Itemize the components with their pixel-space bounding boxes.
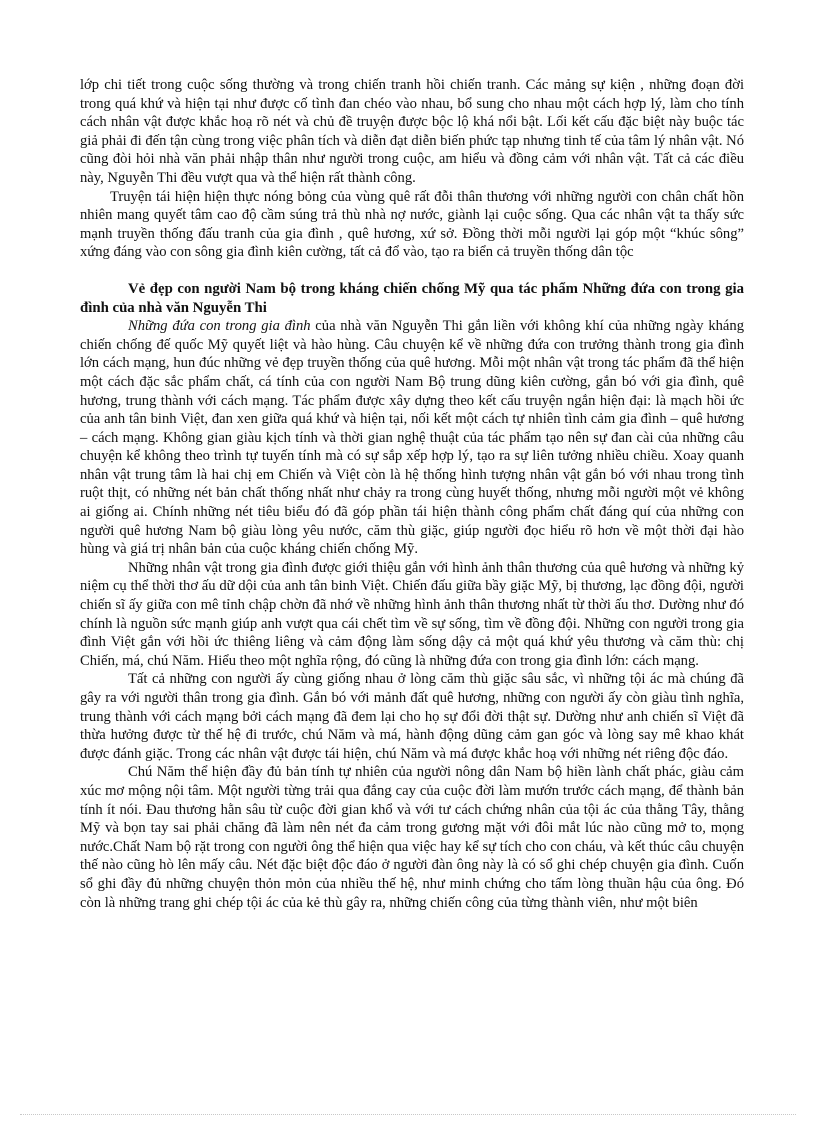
section-heading: Vẻ đẹp con người Nam bộ trong kháng chiến chống Mỹ qua tác phẩm Những đứa con trong gia đình của nhà văn Nguyễn Thi bbox=[80, 280, 744, 316]
paragraph-6: Chú Năm thể hiện đầy đủ bản tính tự nhiên của người nông dân Nam bộ hiền lành chất phác, giàu cảm xúc mơ mộng nội tâm. Một người từng trải qua đắng cay của cuộc đời làm mướn trước cách mạng, để thành bản tính ít nói. Đau thương hằn sâu từ cuộc đời gian khổ và với tư cách chứng nhân của tội ác của thằng Tây, thằng Mỹ và bọn tay sai phải chăng đã làm nên nét đa cảm trong gương mặt với đôi mắt lúc nào cũng mở to, mọng nước.Chất Nam bộ rặt trong con người ông thể hiện qua việc hay kể sự tích cho con cháu, và kết thúc câu chuyện thế nào cũng hò lên mấy câu. Nét đặc biệt độc đáo ở người đàn ông này là có sổ ghi chép chuyện gia đình. Cuốn sổ ghi đầy đủ những chuyện thỏn mỏn của nhiều thế hệ, như minh chứng cho tấm lòng thuần hậu của ông. Đó còn là những trang ghi chép tội ác của kẻ thù gây ra, những chiến công của từng thành viên, như một biên bbox=[80, 764, 744, 911]
document-page bbox=[80, 76, 744, 912]
paragraph-3 bbox=[80, 317, 744, 559]
work-title: Những đứa con trong gia đình bbox=[128, 318, 311, 335]
paragraph-1: lớp chi tiết trong cuộc sống thường và trong chiến tranh hồi chiến tranh. Các mảng sự kiện , những đoạn đời trong quá khứ và hiện tại như được cố tình đan chéo vào nhau, bổ sung cho nhau một cách hợp lý, làm cho tính cách nhân vật được khắc hoạ rõ nét và chủ đề truyện được bộc lộ khá nổi bật. Lối kết cấu đặc biệt này buộc tác giả phải đi đến tận cùng trong việc phân tích và diễn đạt diễn biến phức tạp nhưng tinh tế của tâm lý nhân vật. Nó cũng đòi hỏi nhà văn phải nhập thân như người trong cuộc, am hiểu và đồng cảm với nhân vật. Tất cả các điều này, Nguyễn Thi đều vượt qua và thể hiện rất thành công. bbox=[80, 77, 744, 186]
paragraph-2: Truyện tái hiện hiện thực nóng bỏng của vùng quê rất đỗi thân thương với những người con chân chất hồn nhiên mang quyết tâm cao độ cầm súng trả thù nhà nợ nước, giành lại cuộc sống. Qua các nhân vật ta thấy sức mạnh truyền thống đấu tranh của gia đình , quê hương, xứ sở. Đồng thời mỗi người lại góp một “khúc sông” xứng đáng vào con sông gia đình kiên cường, tất cả đổ vào, tạo ra biển cả truyền thống dân tộc bbox=[80, 188, 744, 261]
paragraph-5: Tất cả những con người ấy cùng giống nhau ở lòng căm thù giặc sâu sắc, vì những tội ác mà chúng đã gây ra với người thân trong gia đình. Gắn bó với mảnh đất quê hương, những con người ấy còn giàu tình nghĩa, trung thành với cách mạng bởi cách mạng đã đem lại cho họ sự đổi đời thật sự. Dường như anh chiến sĩ Việt đã thừa hưởng được từ thế hệ đi trước, chú Năm và má, hành động dũng cảm gan góc và lòng say mê khao khát được đánh giặc. Trong các nhân vật được tái hiện, chú Năm và má được khắc hoạ với những nét riêng độc đáo. bbox=[80, 671, 744, 762]
page-bottom-divider bbox=[20, 1114, 796, 1115]
paragraph-4: Những nhân vật trong gia đình được giới thiệu gắn với hình ảnh thân thương của quê hương và những kỷ niệm cụ thể thời thơ ấu dữ dội của anh tân binh Việt. Chiến đấu giữa bầy giặc Mỹ, bị thương, lạc đồng đội, người chiến sĩ ấy giữa con mê tỉnh chập chờn đã nhớ về những hình ảnh thân thương nhất từ thời ấu thơ. Dường như đó chính là nguồn sức mạnh giúp anh vượt qua cái chết tìm về sự sống, tìm về đồng đội. Những con người trong gia đình Việt gắn với hồi ức thiêng liêng và cảm động làm sống dậy cả một quá khứ yêu thương và căm thù: chị Chiến, má, chú Năm. Hiểu theo một nghĩa rộng, đó cũng là những đứa con trong gia đình lớn: cách mạng. bbox=[80, 559, 744, 669]
paragraph-3-text: của nhà văn Nguyễn Thi gắn liền với không khí của những ngày kháng chiến chống đế quốc Mỹ quyết liệt và hào hùng. Câu chuyện kể về những đứa con trưởng thành trong gia đình lớn cách mạng, hun đúc những vẻ đẹp truyền thống của quê hương. Mỗi một nhân vật trong tác phẩm đã thể hiện một cách đặc sắc phẩm chất, cá tính của con người Nam Bộ trung dũng kiên cường, gắn bó với gia đình, quê hương, trung thành với cách mạng. Tác phẩm được xây dựng theo kết cấu truyện ngắn hiện đại: là mạch hồi ức của anh tân binh Việt, đan xen giữa quá khứ và hiện tại, nối kết một cách tự nhiên tình cảm gia đình – quê hương – cách mạng. Không gian giàu kịch tính và thời gian nghệ thuật của tác phẩm tạo nên sự đan cài của những câu chuyện kể không theo trình tự tuyến tính mà có sự sắp xếp hợp lý, tạo ra sự liên tưởng nhiều chiều. Xoay quanh nhân vật trung tâm là hai chị em Chiến và Việt còn là hệ thống hình tượng nhân vật gắn bó với nhau trong tình ruột thịt, có những nét bản chất thống nhất như chảy ra trong cùng huyết thống, nhưng mỗi người một vẻ không ai giống ai. Chính những nét tiêu biểu đó đã góp phần tái hiện thành công phẩm chất đáng quí của những con người quê hương Nam bộ giàu lòng yêu nước, căm thù giặc, giúp người đọc hiểu rõ hơn về một thời đại hào hùng và giá trị nhân bản của cuộc kháng chiến chống Mỹ. bbox=[80, 318, 744, 558]
